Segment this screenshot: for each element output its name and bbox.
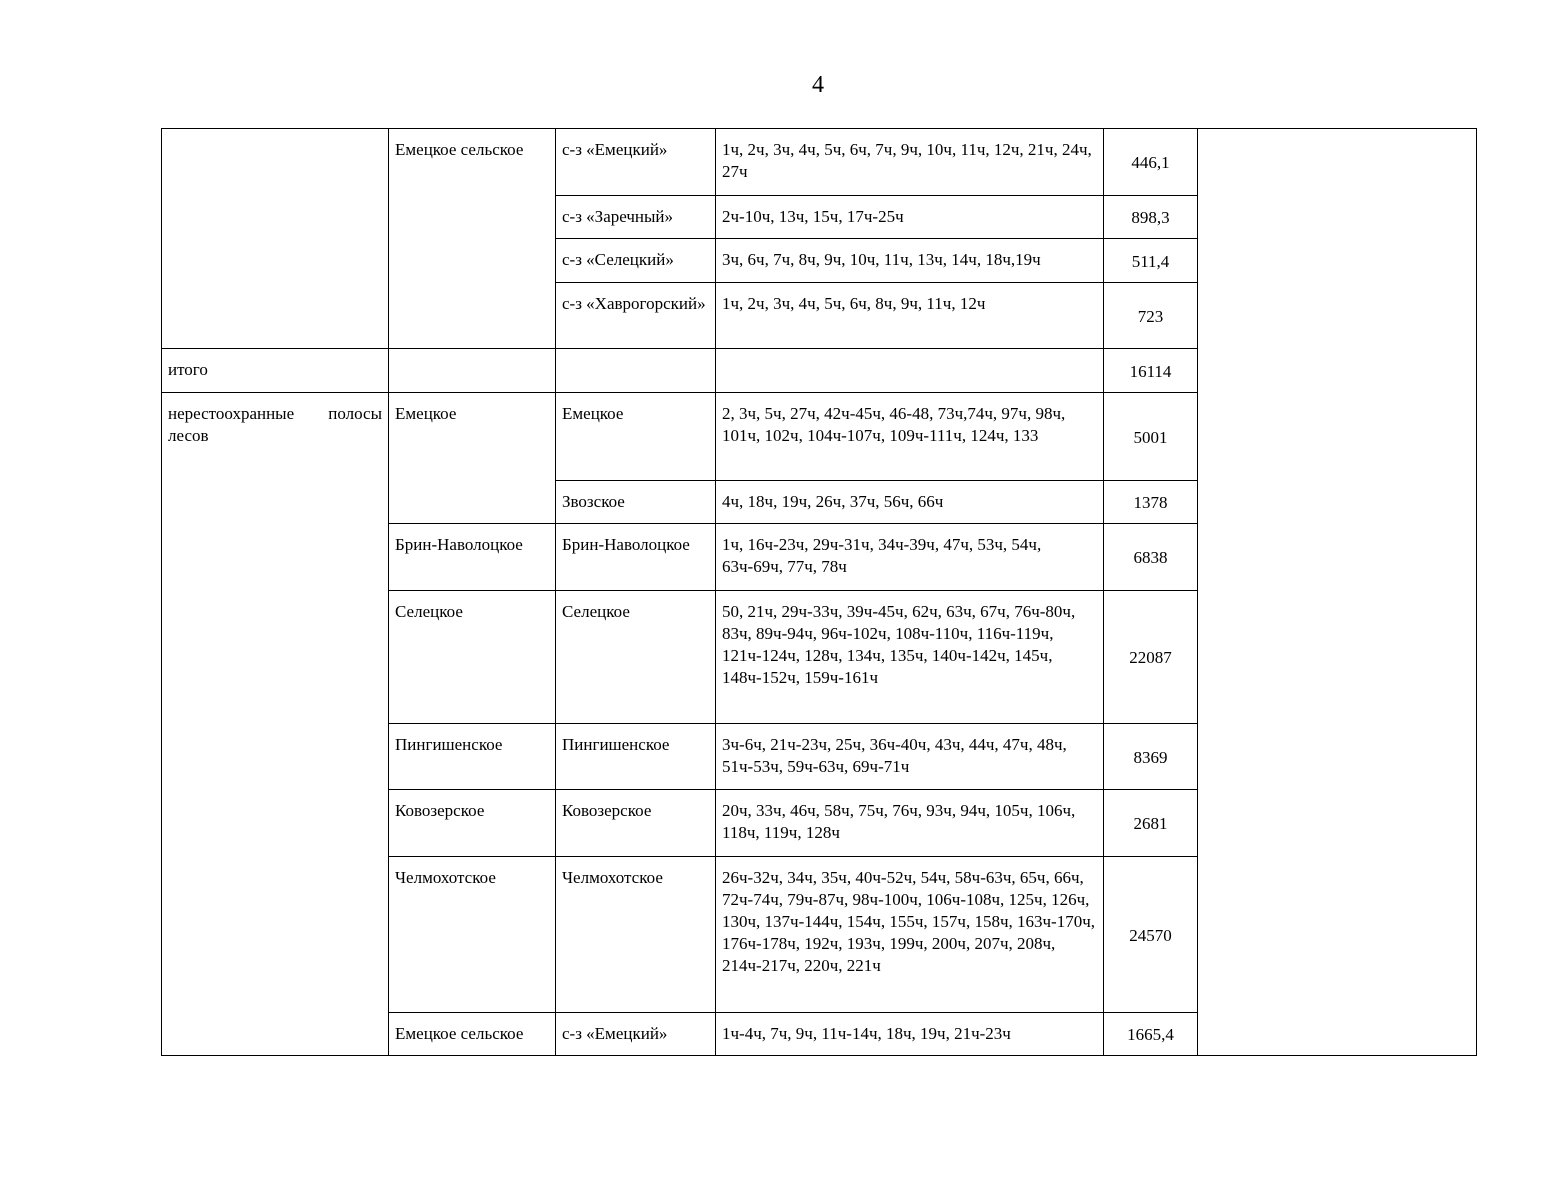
value-cell: 723 — [1104, 283, 1198, 349]
quarters-cell: 26ч-32ч, 34ч, 35ч, 40ч-52ч, 54ч, 58ч-63ч, 65ч, 66ч, 72ч-74ч, 79ч-87ч, 98ч-100ч, 106ч-108ч, 125ч, 126ч, 130ч, 137ч-144ч, 154ч, 155ч, 157ч, 158ч, 163ч-170ч, 176ч-178ч, 192ч, 193ч, 199ч, 200ч, 207ч, 208ч, 214ч-217ч, 220ч, 221ч — [716, 857, 1104, 1013]
area-cell: с-з «Емецкий» — [556, 129, 716, 196]
quarters-cell: 1ч, 2ч, 3ч, 4ч, 5ч, 6ч, 8ч, 9ч, 11ч, 12ч — [716, 283, 1104, 349]
area-cell: Брин-Наволоцкое — [556, 524, 716, 591]
area-cell: Емецкое — [556, 393, 716, 481]
district-cell: Емецкое сельское — [389, 1013, 556, 1056]
district-cell: Емецкое сельское — [389, 129, 556, 349]
quarters-cell: 20ч, 33ч, 46ч, 58ч, 75ч, 76ч, 93ч, 94ч, 105ч, 106ч, 118ч, 119ч, 128ч — [716, 790, 1104, 857]
category-cell — [162, 129, 389, 349]
district-cell: Емецкое — [389, 393, 556, 524]
quarters-cell: 3ч, 6ч, 7ч, 8ч, 9ч, 10ч, 11ч, 13ч, 14ч, 18ч,19ч — [716, 239, 1104, 283]
quarters-cell: 2, 3ч, 5ч, 27ч, 42ч-45ч, 46-48, 73ч,74ч, 97ч, 98ч, 101ч, 102ч, 104ч-107ч, 109ч-111ч, 124ч, 133 — [716, 393, 1104, 481]
district-cell: Брин-Наволоцкое — [389, 524, 556, 591]
value-cell: 1378 — [1104, 481, 1198, 524]
area-cell: Звозское — [556, 481, 716, 524]
area-cell: Селецкое — [556, 591, 716, 724]
value-cell: 898,3 — [1104, 196, 1198, 239]
quarters-cell: 1ч-4ч, 7ч, 9ч, 11ч-14ч, 18ч, 19ч, 21ч-23ч — [716, 1013, 1104, 1056]
quarters-cell: 4ч, 18ч, 19ч, 26ч, 37ч, 56ч, 66ч — [716, 481, 1104, 524]
area-cell: Пингишенское — [556, 724, 716, 790]
value-cell: 8369 — [1104, 724, 1198, 790]
category-cell: итого — [162, 349, 389, 393]
area-cell — [556, 349, 716, 393]
value-cell: 6838 — [1104, 524, 1198, 591]
quarters-cell: 2ч-10ч, 13ч, 15ч, 17ч-25ч — [716, 196, 1104, 239]
district-cell: Селецкое — [389, 591, 556, 724]
table-row — [162, 129, 1477, 196]
value-cell: 5001 — [1104, 393, 1198, 481]
value-cell: 1665,4 — [1104, 1013, 1198, 1056]
value-cell: 22087 — [1104, 591, 1198, 724]
value-cell: 446,1 — [1104, 129, 1198, 196]
district-cell: Пингишенское — [389, 724, 556, 790]
page-number: 4 — [812, 72, 824, 98]
area-cell: с-з «Емецкий» — [556, 1013, 716, 1056]
quarters-cell — [716, 349, 1104, 393]
value-cell: 511,4 — [1104, 239, 1198, 283]
area-cell: с-з «Селецкий» — [556, 239, 716, 283]
value-cell: 2681 — [1104, 790, 1198, 857]
forest-areas-table — [161, 128, 1477, 1056]
area-cell: с-з «Заречный» — [556, 196, 716, 239]
area-cell: Ковозерское — [556, 790, 716, 857]
quarters-cell: 1ч, 16ч-23ч, 29ч-31ч, 34ч-39ч, 47ч, 53ч, 54ч, 63ч-69ч, 77ч, 78ч — [716, 524, 1104, 591]
district-cell: Ковозерское — [389, 790, 556, 857]
quarters-cell: 50, 21ч, 29ч-33ч, 39ч-45ч, 62ч, 63ч, 67ч, 76ч-80ч, 83ч, 89ч-94ч, 96ч-102ч, 108ч-110ч, 116ч-119ч, 121ч-124ч, 128ч, 134ч, 135ч, 140ч-142ч, 145ч, 148ч-152ч, 159ч-161ч — [716, 591, 1104, 724]
area-cell: Челмохотское — [556, 857, 716, 1013]
notes-cell — [1198, 129, 1477, 1056]
value-cell: 16114 — [1104, 349, 1198, 393]
district-cell — [389, 349, 556, 393]
value-cell: 24570 — [1104, 857, 1198, 1013]
district-cell: Челмохотское — [389, 857, 556, 1013]
area-cell: с-з «Хаврогорский» — [556, 283, 716, 349]
quarters-cell: 1ч, 2ч, 3ч, 4ч, 5ч, 6ч, 7ч, 9ч, 10ч, 11ч, 12ч, 21ч, 24ч, 27ч — [716, 129, 1104, 196]
quarters-cell: 3ч-6ч, 21ч-23ч, 25ч, 36ч-40ч, 43ч, 44ч, 47ч, 48ч, 51ч-53ч, 59ч-63ч, 69ч-71ч — [716, 724, 1104, 790]
category-cell: нерестоохранные полосы лесов — [162, 393, 389, 1056]
